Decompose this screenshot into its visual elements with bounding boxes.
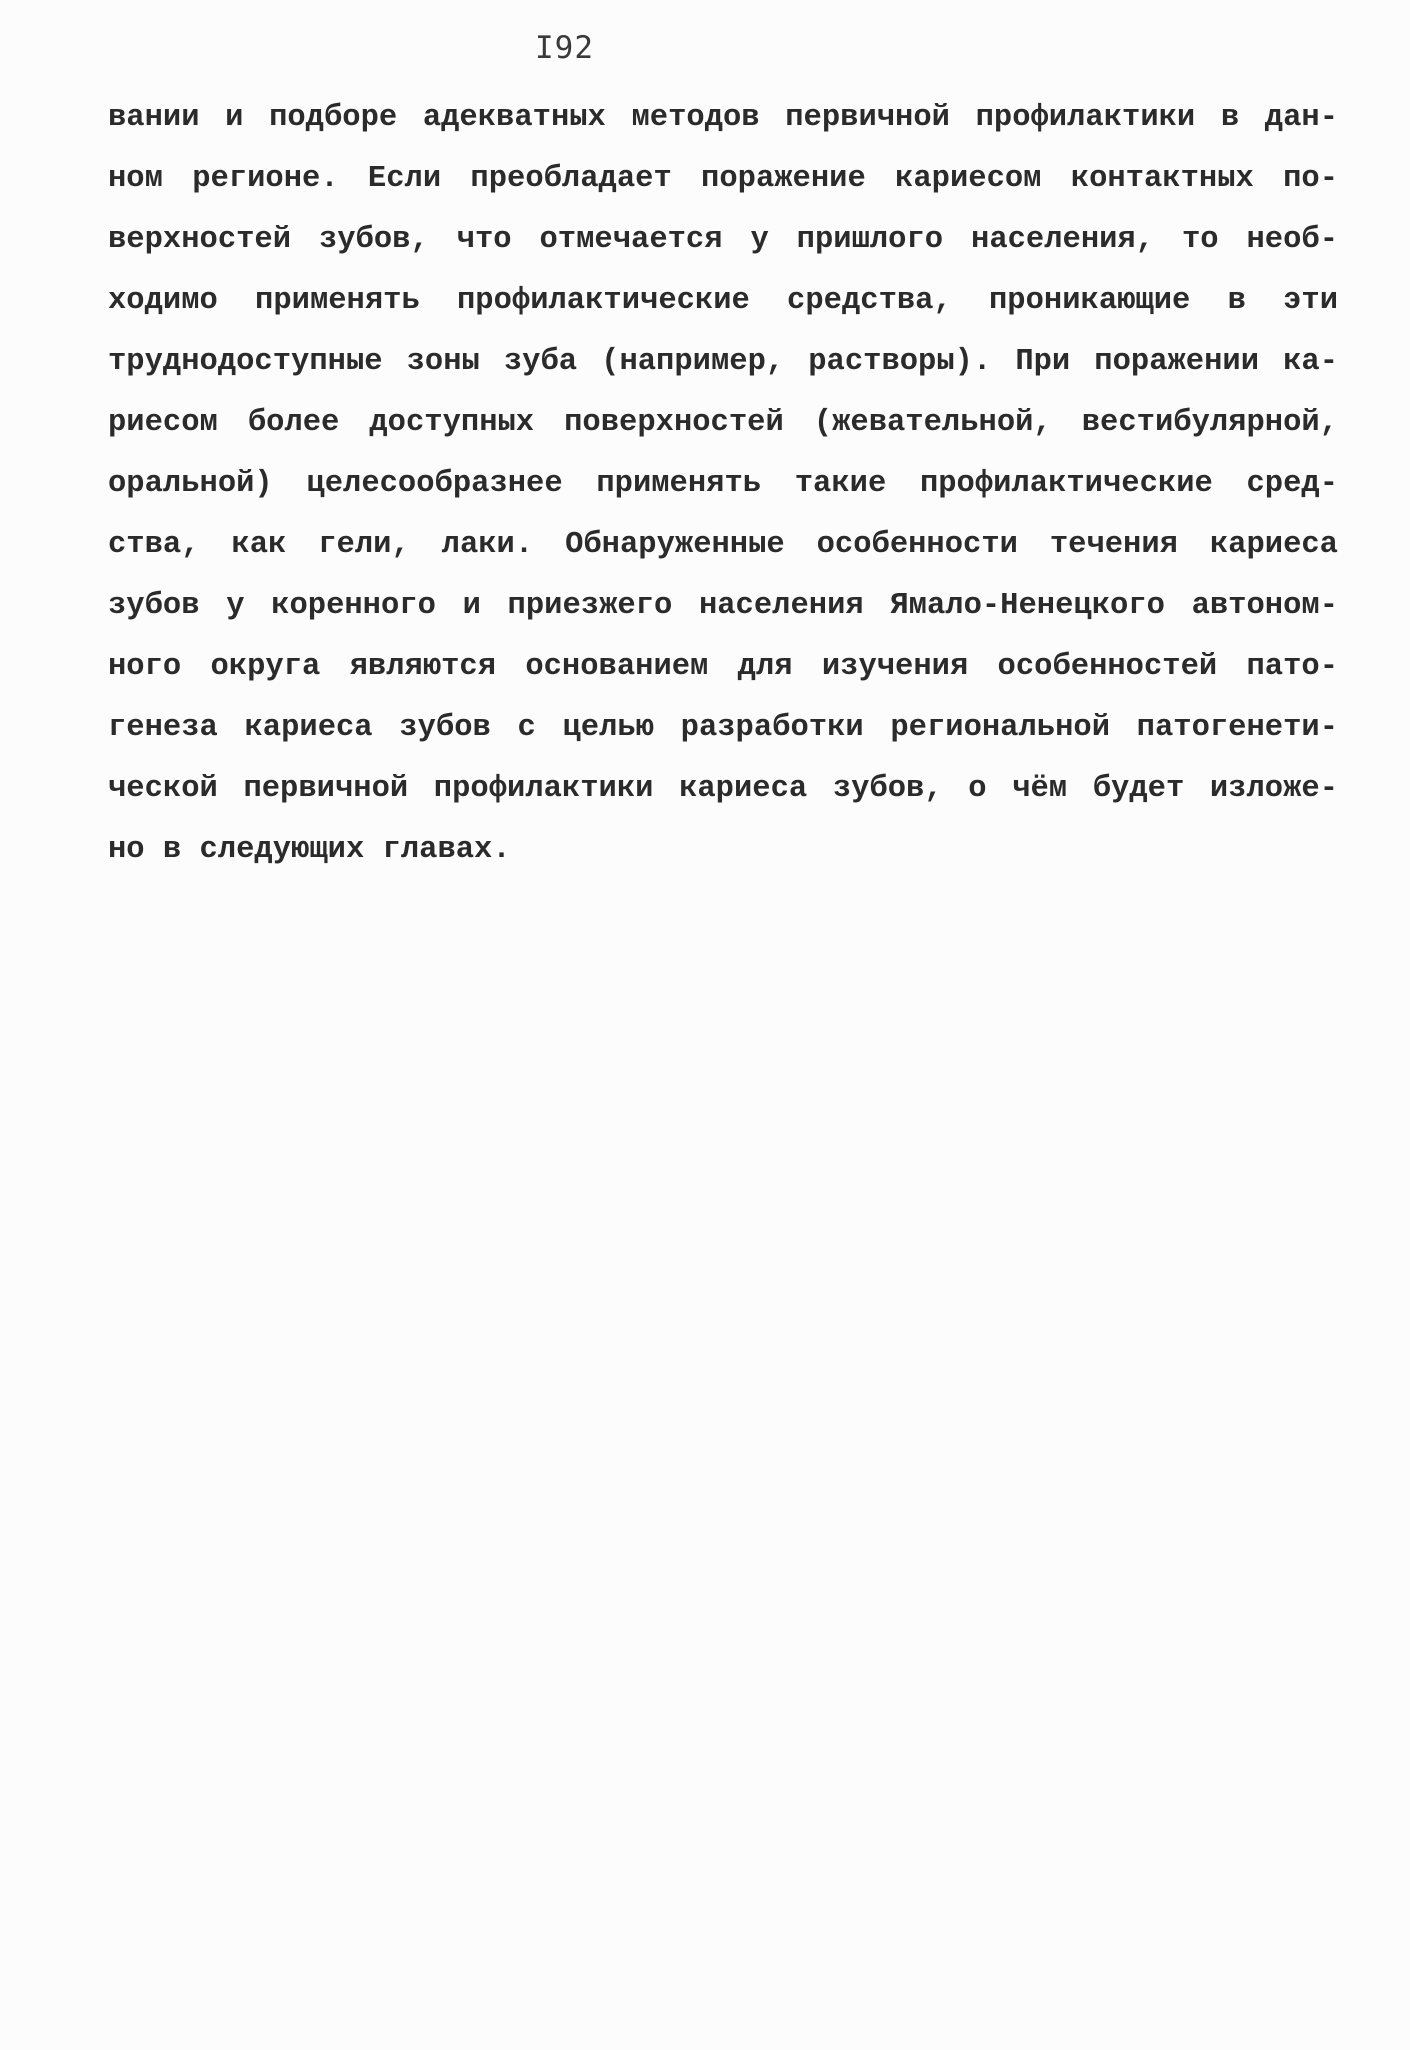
text-line: верхностей зубов, что отмечается у пришлого населения, то необ- xyxy=(108,223,1338,257)
page-number: I92 xyxy=(535,30,594,66)
text-line: ходимо применять профилактические средства, проникающие в эти xyxy=(108,284,1338,318)
text-line: ства, как гели, лаки. Обнаруженные особенности течения кариеса xyxy=(108,528,1338,562)
text-line: труднодоступные зоны зуба (например, растворы). При поражении ка- xyxy=(108,345,1338,379)
body-paragraph xyxy=(108,88,1338,881)
text-line: генеза кариеса зубов с целью разработки региональной патогенети- xyxy=(108,711,1338,745)
text-line: зубов у коренного и приезжего населения Ямало-Ненецкого автоном- xyxy=(108,589,1338,623)
text-line: риесом более доступных поверхностей (жевательной, вестибулярной, xyxy=(108,406,1338,440)
text-line: вании и подборе адекватных методов первичной профилактики в дан- xyxy=(108,101,1338,135)
text-line: оральной) целесообразнее применять такие профилактические сред- xyxy=(108,467,1338,501)
text-line: но в следующих главах. xyxy=(108,833,511,867)
text-line: ного округа являются основанием для изучения особенностей пато- xyxy=(108,650,1338,684)
text-line: ном регионе. Если преобладает поражение кариесом контактных по- xyxy=(108,162,1338,196)
text-line: ческой первичной профилактики кариеса зубов, о чём будет изложе- xyxy=(108,772,1338,806)
